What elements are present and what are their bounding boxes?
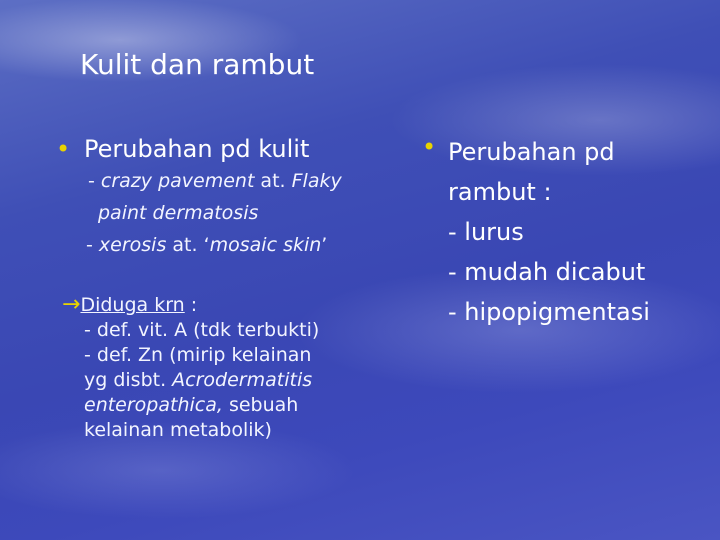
cause-note	[62, 292, 319, 443]
left-item-2	[86, 234, 327, 256]
item-italic: xerosis	[98, 234, 167, 256]
bullet-dot-icon: •	[422, 133, 437, 161]
right-list-item: - hipopigmentasi	[448, 298, 650, 326]
item-italic: Flaky	[291, 170, 342, 192]
cause-label: Diduga krn	[80, 294, 185, 316]
bullet-dot-icon: •	[56, 135, 71, 163]
cause-line-5: kelainan metabolik)	[84, 419, 272, 441]
item-italic: crazy pavement	[100, 170, 255, 192]
item-text: at. ‘	[166, 234, 210, 256]
right-list-item: - lurus	[448, 218, 524, 246]
item-text: at.	[254, 170, 292, 192]
cause-text: yg disbt.	[84, 369, 173, 391]
right-heading-line-2: rambut :	[448, 178, 552, 206]
arrow-right-icon: →	[62, 292, 81, 317]
left-item-1-continued	[98, 202, 258, 224]
right-column	[448, 132, 650, 332]
item-text: ’	[321, 234, 328, 256]
cause-line-4	[62, 393, 319, 418]
cause-heading	[62, 292, 319, 318]
right-heading-line-1: Perubahan pd	[448, 138, 615, 166]
slide-title: Kulit dan rambut	[80, 48, 315, 81]
left-heading: Perubahan pd kulit	[84, 135, 310, 163]
right-list-item: - mudah dicabut	[448, 258, 646, 286]
cause-text: sebuah	[222, 394, 299, 416]
cause-line-2: - def. Zn (mirip kelainan	[84, 344, 312, 366]
item-prefix: -	[86, 234, 99, 256]
item-prefix: -	[88, 170, 101, 192]
item-italic: paint dermatosis	[98, 202, 259, 224]
cause-italic: enteropathica,	[84, 394, 223, 416]
item-italic: mosaic skin	[209, 234, 322, 256]
left-item-1	[88, 170, 342, 192]
cause-line-1: - def. vit. A (tdk terbukti)	[84, 319, 320, 341]
cause-italic: Acrodermatitis	[172, 369, 313, 391]
cause-colon: :	[184, 294, 198, 316]
cause-line-3	[62, 368, 319, 393]
